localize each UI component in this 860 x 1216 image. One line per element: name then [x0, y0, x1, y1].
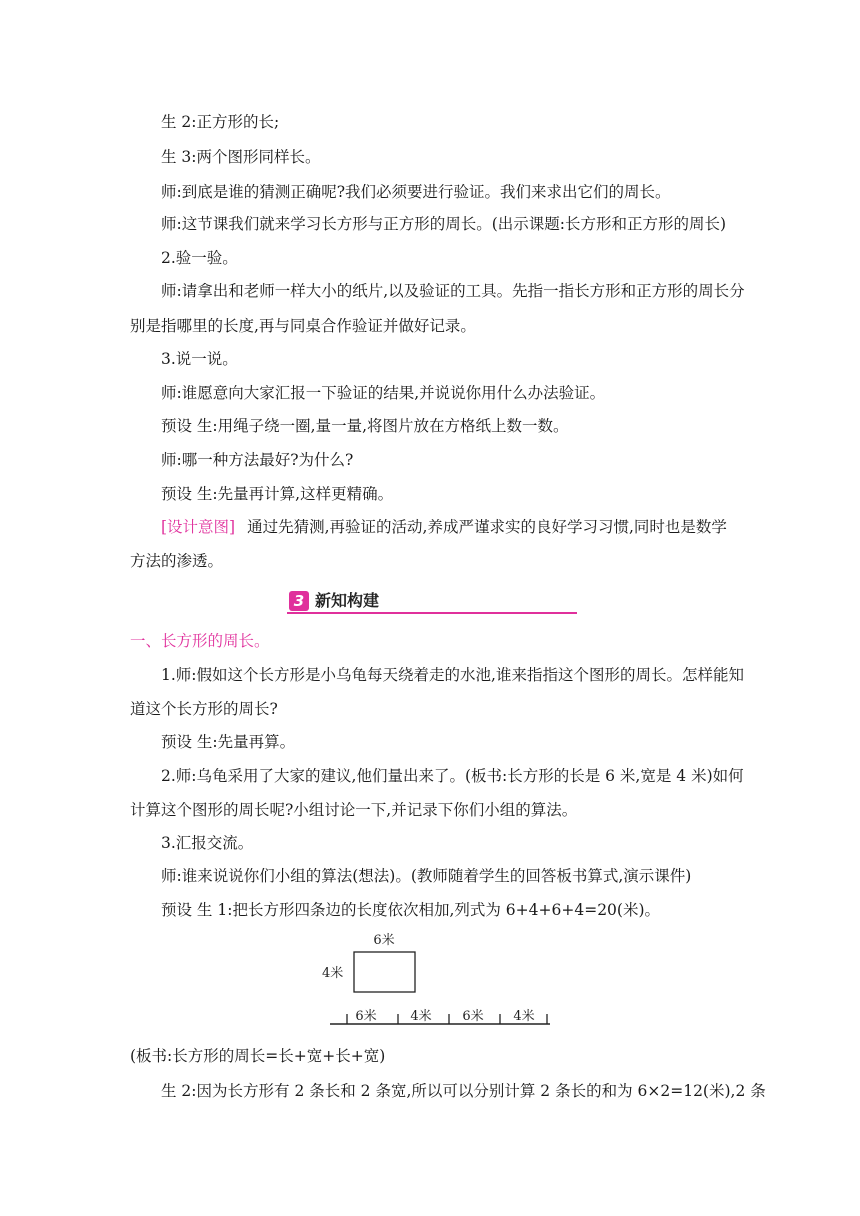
paragraph: 2.师:乌龟采用了大家的建议,他们量出来了。(板书:长方形的长是 6 米,宽是 4 米)如何	[161, 767, 744, 785]
paragraph: 生 2:正方形的长;	[161, 113, 280, 131]
rectangle-width-label: 4米	[322, 966, 344, 981]
paragraph: 师:谁来说说你们小组的算法(想法)。(教师随着学生的回答板书算式,演示课件)	[161, 867, 692, 885]
rectangle-perimeter-figure	[320, 924, 560, 1034]
paragraph: 师:请拿出和老师一样大小的纸片,以及验证的工具。先指一指长方形和正方形的周长分	[161, 282, 745, 300]
segment-label: 6米	[462, 1009, 484, 1024]
paragraph: 1.师:假如这个长方形是小乌龟每天绕着走的水池,谁来指指这个图形的周长。怎样能知	[161, 666, 744, 684]
paragraph-continuation: 道这个长方形的周长?	[130, 700, 278, 718]
section-header	[287, 589, 577, 615]
paragraph: 预设 生 1:把长方形四条边的长度依次相加,列式为 6+4+6+4=20(米)。	[161, 901, 661, 919]
design-intent-continuation: 方法的渗透。	[130, 552, 224, 570]
section-title: 新知构建	[315, 591, 380, 610]
list-item-heading: 2.验一验。	[161, 249, 238, 267]
list-item-heading: 3.汇报交流。	[161, 834, 254, 852]
design-intent-tag: [设计意图]	[161, 518, 236, 536]
paragraph: 预设 生:用绳子绕一圈,量一量,将图片放在方格纸上数一数。	[161, 417, 569, 435]
paragraph: 师:谁愿意向大家汇报一下验证的结果,并说说你用什么办法验证。	[161, 384, 606, 402]
paragraph: 预设 生:先量再计算,这样更精确。	[161, 485, 394, 503]
blackboard-note: (板书:长方形的周长=长+宽+长+宽)	[130, 1047, 386, 1065]
section-underline	[287, 612, 577, 614]
section-number-badge: 3	[289, 591, 309, 611]
subheading: 一、长方形的周长。	[130, 632, 270, 650]
design-intent-paragraph	[161, 516, 730, 538]
paragraph-continuation: 别是指哪里的长度,再与同桌合作验证并做好记录。	[130, 317, 476, 335]
paragraph: 预设 生:先量再算。	[161, 733, 296, 751]
segment-label: 6米	[355, 1009, 377, 1024]
segment-label: 4米	[410, 1009, 432, 1024]
paragraph: 生 2:因为长方形有 2 条长和 2 条宽,所以可以分别计算 2 条长的和为 6×2=12(米),2 条	[161, 1082, 766, 1100]
list-item-heading: 3.说一说。	[161, 350, 238, 368]
paragraph: 生 3:两个图形同样长。	[161, 148, 321, 166]
paragraph: 师:到底是谁的猜测正确呢?我们必须要进行验证。我们来求出它们的周长。	[161, 183, 671, 201]
rectangle-shape	[354, 952, 415, 992]
paragraph: 师:这节课我们就来学习长方形与正方形的周长。(出示课题:长方形和正方形的周长)	[161, 215, 727, 233]
design-intent-text: 通过先猜测,再验证的活动,养成严谨求实的良好学习习惯,同时也是数学	[247, 518, 727, 536]
paragraph: 师:哪一种方法最好?为什么?	[161, 451, 354, 469]
segment-label: 4米	[513, 1009, 535, 1024]
paragraph-continuation: 计算这个图形的周长呢?小组讨论一下,并记录下你们小组的算法。	[130, 801, 578, 819]
rectangle-length-label: 6米	[373, 933, 395, 948]
